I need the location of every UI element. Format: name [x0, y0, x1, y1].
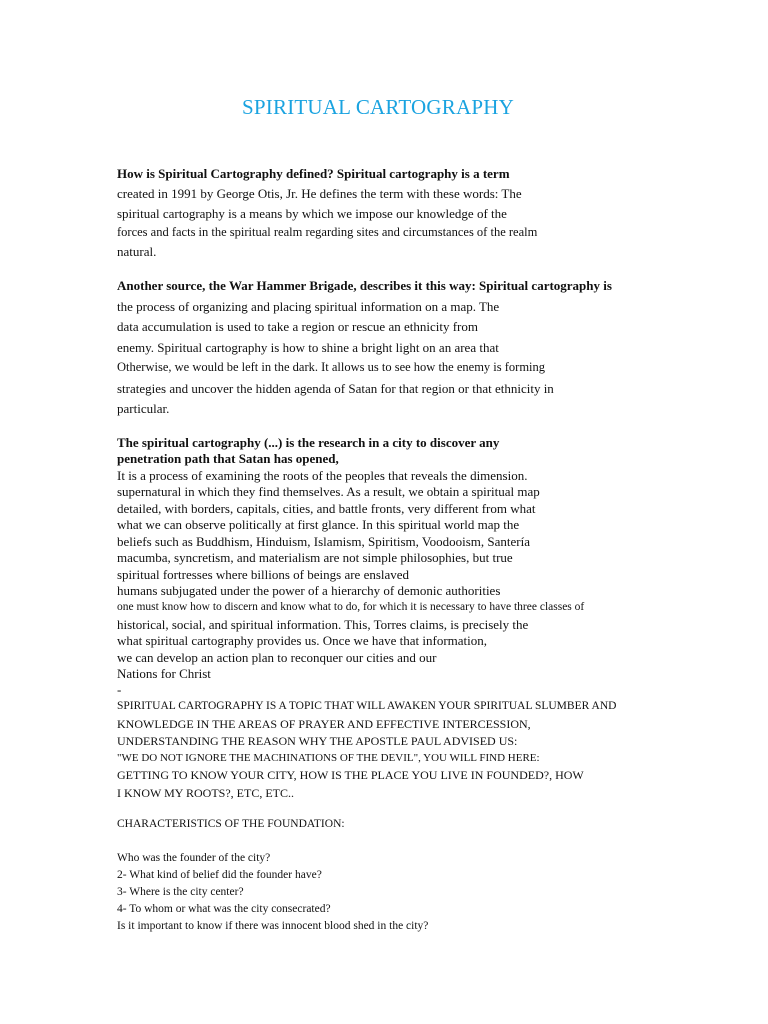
paragraph1-line: spiritual cartography is a means by which we impose our knowledge of the: [117, 206, 507, 221]
paragraph3-line: macumba, syncretism, and materialism are not simple philosophies, but true: [117, 550, 513, 565]
question-item: Is it important to know if there was innocent blood shed in the city?: [117, 920, 429, 932]
caps-line: SPIRITUAL CARTOGRAPHY IS A TOPIC THAT WILL AWAKEN YOUR SPIRITUAL SLUMBER AND: [117, 700, 617, 712]
paragraph3-line: we can develop an action plan to reconquer our cities and our: [117, 650, 437, 665]
paragraph3-line: detailed, with borders, capitals, cities, and battle fronts, very different from what: [117, 501, 536, 516]
caps-line: UNDERSTANDING THE REASON WHY THE APOSTLE PAUL ADVISED US:: [117, 734, 518, 748]
question-item: 4- To whom or what was the city consecrated?: [117, 903, 331, 915]
paragraph1-line: natural.: [117, 244, 157, 259]
paragraph2-line: particular.: [117, 401, 170, 416]
paragraph3-line: one must know how to discern and know what to do, for which it is necessary to have three classes of: [117, 601, 585, 613]
question-item: 2- What kind of belief did the founder have?: [117, 869, 322, 881]
paragraph2-line: strategies and uncover the hidden agenda of Satan for that region or that ethnicity in: [117, 381, 554, 396]
paragraph2-line: enemy. Spiritual cartography is how to shine a bright light on an area that: [117, 340, 499, 355]
paragraph3-line: supernatural in which they find themselves. As a result, we obtain a spiritual map: [117, 484, 540, 499]
paragraph3-line: spiritual fortresses where billions of beings are enslaved: [117, 567, 410, 582]
paragraph2-line: Otherwise, we would be left in the dark. It allows us to see how the enemy is forming: [117, 360, 546, 374]
paragraph3-lead: penetration path that Satan has opened,: [117, 451, 339, 466]
question-item: 3- Where is the city center?: [117, 886, 244, 898]
characteristics-heading: CHARACTERISTICS OF THE FOUNDATION:: [117, 818, 345, 830]
paragraph2-line: the process of organizing and placing spiritual information on a map. The: [117, 299, 500, 314]
paragraph1-line: created in 1991 by George Otis, Jr. He defines the term with these words: The: [117, 186, 522, 201]
paragraph3-line: Nations for Christ: [117, 666, 211, 681]
paragraph3-line: humans subjugated under the power of a hierarchy of demonic authorities: [117, 583, 501, 598]
paragraph1-line: forces and facts in the spiritual realm regarding sites and circumstances of the realm: [117, 225, 538, 239]
paragraph3-lead: The spiritual cartography (...) is the research in a city to discover any: [117, 435, 500, 450]
paragraph2-line: data accumulation is used to take a region or rescue an ethnicity from: [117, 319, 478, 334]
paragraph3-line: -: [117, 682, 122, 697]
paragraph3-line: historical, social, and spiritual information. This, Torres claims, is precisely the: [117, 617, 529, 632]
paragraph3-line: what spiritual cartography provides us. Once we have that information,: [117, 633, 488, 648]
caps-line: GETTING TO KNOW YOUR CITY, HOW IS THE PLACE YOU LIVE IN FOUNDED?, HOW: [117, 768, 584, 782]
paragraph3-line: It is a process of examining the roots of the peoples that reveals the dimension.: [117, 468, 528, 483]
paragraph2-lead: Another source, the War Hammer Brigade, describes it this way: Spiritual cartography is: [117, 278, 612, 293]
paragraph3-line: beliefs such as Buddhism, Hinduism, Islamism, Spiritism, Voodooism, Santería: [117, 534, 530, 549]
paragraph3-line: what we can observe politically at first glance. In this spiritual world map the: [117, 517, 520, 532]
question-item: Who was the founder of the city?: [117, 852, 271, 864]
caps-line: I KNOW MY ROOTS?, ETC, ETC..: [117, 786, 294, 800]
caps-line: KNOWLEDGE IN THE AREAS OF PRAYER AND EFFECTIVE INTERCESSION,: [117, 717, 531, 731]
caps-line: "WE DO NOT IGNORE THE MACHINATIONS OF THE DEVIL", YOU WILL FIND HERE:: [117, 752, 540, 764]
document-title: SPIRITUAL CARTOGRAPHY: [242, 95, 514, 119]
paragraph1-lead: How is Spiritual Cartography defined? Spiritual cartography is a term: [117, 166, 510, 181]
